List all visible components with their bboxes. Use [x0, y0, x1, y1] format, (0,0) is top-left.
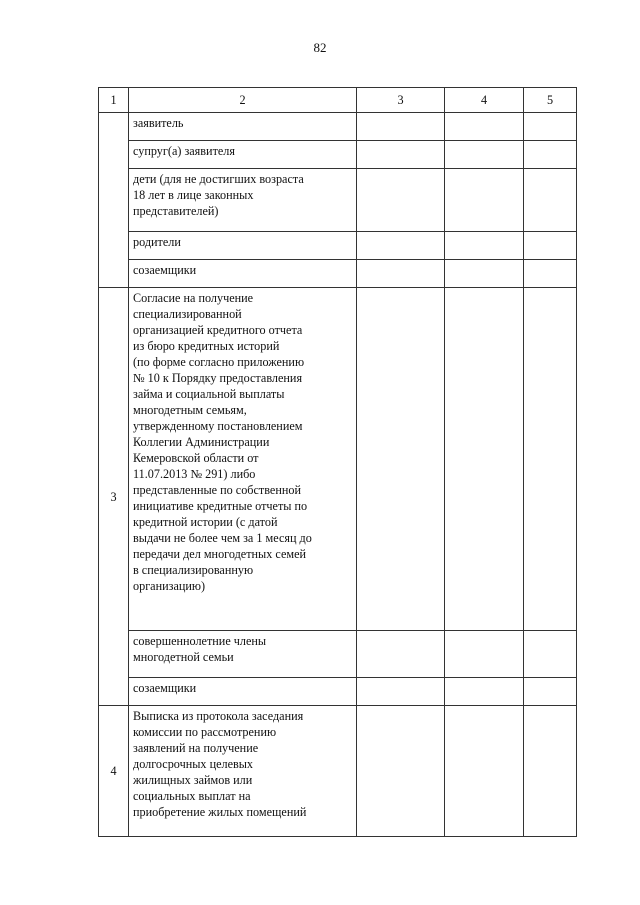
- empty-cell: [445, 631, 524, 678]
- row-text-cell: Согласие на получение специализированной организацией кредитного отчета из бюро кредитных историй (по форме согласно приложению № 10 к Порядку предоставления займа и социальной выплаты многодетным семьям, утвержденному постановлением Коллегии Администрации Кемеровской области от 11.07.2013 № 291) либо представленные по собственной инициативе кредитные отчеты по кредитной истории (с датой выдачи не более чем за 1 месяц до передачи дел многодетных семей в специализированную организацию): [129, 288, 357, 631]
- column-header-4: 4: [445, 88, 524, 113]
- empty-cell: [524, 232, 577, 260]
- empty-cell: [445, 260, 524, 288]
- row-text-cell: супруг(а) заявителя: [129, 141, 357, 169]
- empty-cell: [524, 288, 577, 631]
- row-text-cell: заявитель: [129, 113, 357, 141]
- empty-cell: [357, 232, 445, 260]
- table-row: [99, 232, 577, 260]
- empty-cell: [445, 169, 524, 232]
- empty-cell: [357, 113, 445, 141]
- empty-cell: [445, 141, 524, 169]
- table-row: [99, 260, 577, 288]
- row-number-cell: [99, 113, 129, 288]
- table-row: [99, 631, 577, 678]
- empty-cell: [445, 113, 524, 141]
- empty-cell: [357, 169, 445, 232]
- column-header-2: 2: [129, 88, 357, 113]
- empty-cell: [445, 678, 524, 706]
- table-row: [99, 113, 577, 141]
- empty-cell: [524, 631, 577, 678]
- empty-cell: [524, 706, 577, 837]
- table-row: [99, 288, 577, 631]
- row-number-cell: 4: [99, 706, 129, 837]
- empty-cell: [357, 678, 445, 706]
- page-number: 82: [313, 40, 327, 55]
- empty-cell: [524, 141, 577, 169]
- empty-cell: [357, 706, 445, 837]
- empty-cell: [357, 288, 445, 631]
- empty-cell: [524, 169, 577, 232]
- table-row: [99, 141, 577, 169]
- empty-cell: [445, 288, 524, 631]
- table-row: [99, 678, 577, 706]
- table-header-row: [99, 88, 577, 113]
- empty-cell: [524, 260, 577, 288]
- empty-cell: [445, 232, 524, 260]
- row-text-cell: созаемщики: [129, 260, 357, 288]
- empty-cell: [445, 706, 524, 837]
- column-header-5: 5: [524, 88, 577, 113]
- row-text-cell: родители: [129, 232, 357, 260]
- row-text-cell: Выписка из протокола заседания комиссии по рассмотрению заявлений на получение долгосрочных целевых жилищных займов или социальных выплат на приобретение жилых помещений: [129, 706, 357, 837]
- row-text-cell: дети (для не достигших возраста 18 лет в лице законных представителей): [129, 169, 357, 232]
- row-text-cell: созаемщики: [129, 678, 357, 706]
- column-header-1: 1: [99, 88, 129, 113]
- table-row: [99, 706, 577, 837]
- column-header-3: 3: [357, 88, 445, 113]
- empty-cell: [357, 631, 445, 678]
- documents-table: [98, 87, 577, 837]
- empty-cell: [524, 113, 577, 141]
- empty-cell: [357, 260, 445, 288]
- row-number-cell: 3: [99, 288, 129, 706]
- empty-cell: [357, 141, 445, 169]
- table-row: [99, 169, 577, 232]
- row-text-cell: совершеннолетние члены многодетной семьи: [129, 631, 357, 678]
- empty-cell: [524, 678, 577, 706]
